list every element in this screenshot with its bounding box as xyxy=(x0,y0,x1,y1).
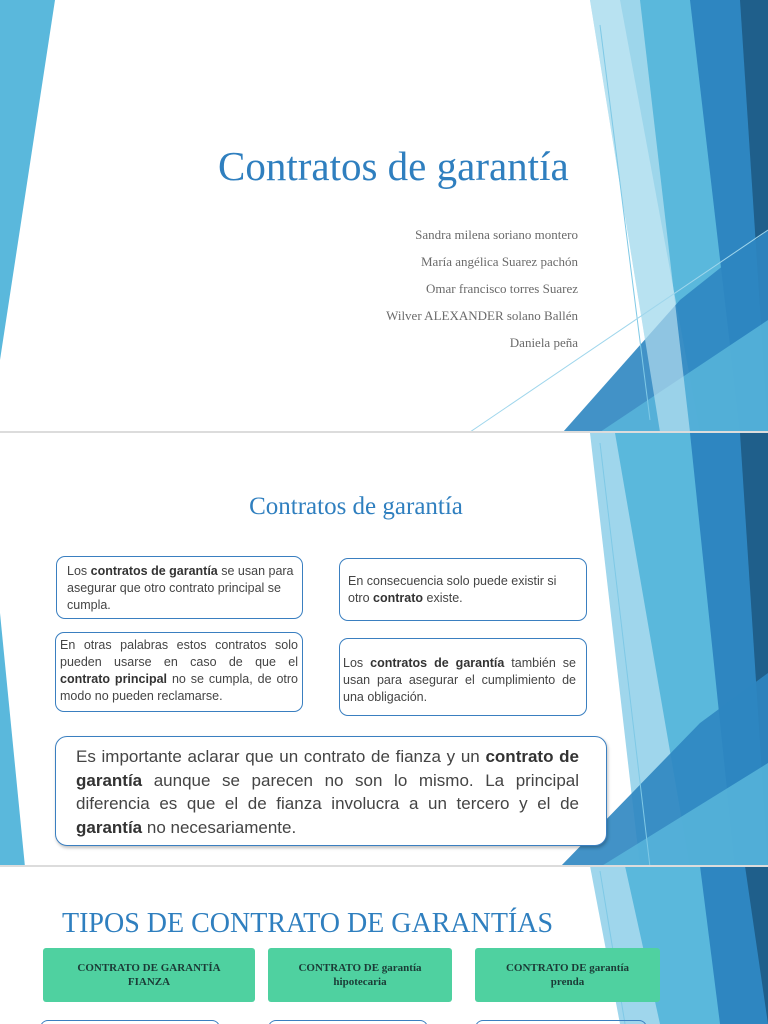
text: Los xyxy=(343,656,371,670)
contract-type-card xyxy=(43,948,255,1002)
presentation-title: Contratos de garantía xyxy=(218,143,569,189)
bold-text: garantía xyxy=(76,817,143,837)
card-line: FIANZA xyxy=(127,976,171,988)
section-title: Contratos de garantía xyxy=(249,493,463,520)
highlight-box xyxy=(55,736,607,846)
text: no se cumpla, de otro modo no pueden reclamarse. xyxy=(60,672,298,703)
text: Los xyxy=(67,564,91,578)
info-box xyxy=(339,558,587,621)
slide-divider xyxy=(0,431,768,433)
text: existe. xyxy=(423,591,463,605)
slide-divider xyxy=(0,865,768,867)
bold-text: contrato xyxy=(373,591,424,605)
author-name: Wilver ALEXANDER solano Ballén xyxy=(386,308,578,323)
info-box xyxy=(339,638,587,716)
text: aunque se parecen no son lo mismo. La principal diferencia es que el de fianza involucra a un tercero y el de xyxy=(76,770,579,813)
slide-types xyxy=(0,866,768,1024)
card-line: hipotecaria xyxy=(333,976,387,988)
slide-title xyxy=(0,0,768,432)
bold-text: contrato de garantía xyxy=(76,747,580,790)
card-line: CONTRATO DE garantía xyxy=(505,962,630,974)
author-name: Omar francisco torres Suarez xyxy=(426,281,578,296)
bold-text: contrato principal xyxy=(60,672,168,686)
contract-type-card xyxy=(475,948,660,1002)
slide-decoration xyxy=(0,0,768,432)
info-box-edge xyxy=(475,1020,647,1024)
text: En consecuencia solo puede existir si otro xyxy=(348,574,557,605)
bold-text: contratos de garantía xyxy=(90,564,218,578)
text: también se usan para asegurar el cumplimiento de una obligación. xyxy=(343,656,576,704)
text: no necesariamente. xyxy=(142,817,297,837)
author-list xyxy=(386,227,578,362)
text: Es importante aclarar que un contrato de fianza y un xyxy=(76,747,486,766)
slide-definition xyxy=(0,432,768,866)
info-box xyxy=(55,632,303,712)
text: En otras palabras estos contratos solo pueden usarse en caso de que el xyxy=(60,638,298,669)
info-box xyxy=(56,556,303,619)
contract-type-card xyxy=(268,948,452,1002)
card-line: CONTRATO DE garantía xyxy=(298,962,422,974)
bold-text: contratos de garantía xyxy=(370,656,505,670)
section-title: TIPOS DE CONTRATO DE GARANTÍAS xyxy=(62,908,554,939)
author-name: Daniela peña xyxy=(509,335,578,350)
text: se usan para asegurar que otro contrato principal se cumpla. xyxy=(67,564,294,612)
info-box-edge xyxy=(40,1020,220,1024)
card-line: prenda xyxy=(550,976,585,988)
author-name: Sandra milena soriano montero xyxy=(415,227,578,242)
card-line: CONTRATO DE GARANTÍA xyxy=(77,962,221,974)
info-box-edge xyxy=(268,1020,428,1024)
author-name: María angélica Suarez pachón xyxy=(420,254,578,269)
